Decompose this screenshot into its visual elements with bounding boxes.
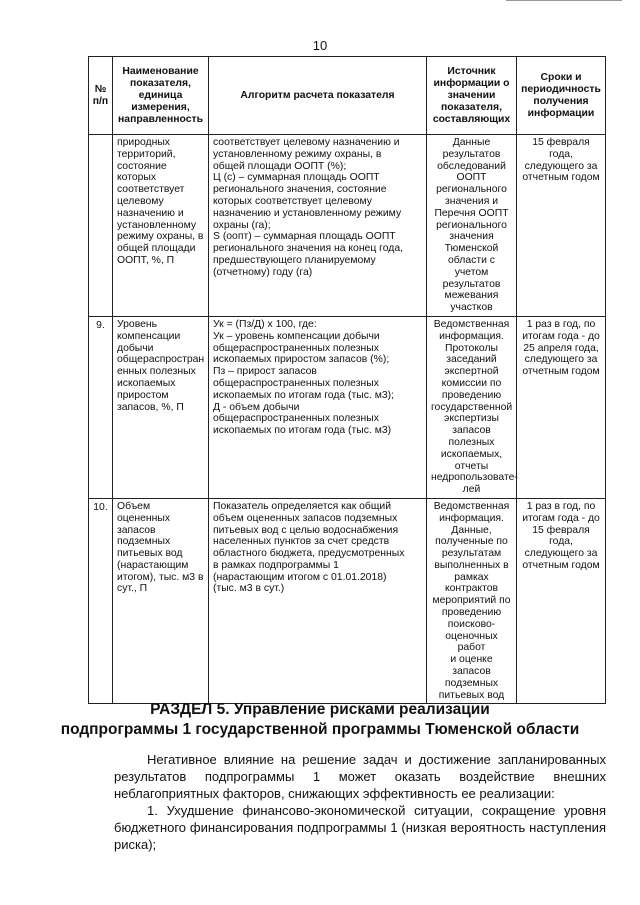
row-name: Объем оцененных запасов подземных питьевых вод (нарастающим итогом), тыс. м3 в сут., П	[113, 498, 209, 704]
header-source: Источник информации о значении показателя, составляющих	[427, 57, 517, 135]
row-algorithm: Ук = (Пз/Д) х 100, где: Ук – уровень компенсации добычи общераспространенных полезных ископаемых приростом запасов (%); Пз – прирост запасов общераспространенных полезных ископаемых по итогам года (тыс. м3); Д - объем добычи общераспространенных полезных ископаемых по итогам года (тыс. м3)	[209, 316, 427, 498]
top-rule	[506, 0, 622, 1]
row-name: Уровень компенсации добычи общераспростран енных полезных ископаемых приростом запасов, %, П	[113, 316, 209, 498]
row-algorithm: соответствует целевому назначению и установленному режиму охраны, в общей площади ООПТ (%); Ц (с) – суммарная площадь ООПТ регионального значения, состояние которых соответствует целевому назначению и установленному режиму охраны (га); S (оопт) – суммарная площадь ООПТ регионального значения на конец года, предшествующего планируемому (отчетному) году (га)	[209, 135, 427, 317]
section-title-line-2: подпрограммы 1 государственной программы Тюменской области	[60, 721, 580, 738]
row-source: Ведомственная информация. Протоколы заседаний экспертной комиссии по проведению государственной экспертизы запасов полезных ископаемых, отчеты недропользовате- лей	[427, 316, 517, 498]
header-num: № п/п	[89, 57, 113, 135]
row-terms: 1 раз в год, по итогам года - до 25 апреля года, следующего за отчетным годом	[517, 316, 606, 498]
header-terms: Сроки и периодичность получения информации	[517, 57, 606, 135]
row-terms: 15 февраля года, следующего за отчетным годом	[517, 135, 606, 317]
page-number: 10	[312, 38, 328, 53]
row-algorithm: Показатель определяется как общий объем оцененных запасов подземных питьевых вод с целью водоснабжения населенных пунктов за счет средств областного бюджета, предусмотренных в рамках подпрограммы 1 (нарастающим итогом с 01.01.2018) (тыс. м3 в сут.)	[209, 498, 427, 704]
header-name: Наименование показателя, единица измерения, направленность	[113, 57, 209, 135]
row-source: Ведомственная информация. Данные, полученные по результатам выполненных в рамках контрактов мероприятий по проведению поисково- оценочных работ и оценке запасов подземных питьевых вод	[427, 498, 517, 704]
indicators-table	[88, 56, 606, 704]
table-row	[89, 135, 606, 317]
row-name: природных территорий, состояние которых соответствует целевому назначению и установленному режиму охраны, в общей площади ООПТ, %, П	[113, 135, 209, 317]
table-header-row	[89, 57, 606, 135]
row-num	[89, 135, 113, 317]
row-source: Данные результатов обследований ООПТ регионального значения и Перечня ООПТ регионального значения Тюменской области с учетом результатов межевания участков	[427, 135, 517, 317]
body-text	[114, 751, 606, 853]
section-title-line-1: РАЗДЕЛ 5. Управление рисками реализации	[150, 701, 490, 718]
row-terms: 1 раз в год, по итогам года - до 15 февраля года, следующего за отчетным годом	[517, 498, 606, 704]
row-num: 9.	[89, 316, 113, 498]
paragraph: 1. Ухудшение финансово-экономической ситуации, сокращение уровня бюджетного финансирования подпрограммы 1 (низкая вероятность наступления риска);	[114, 803, 606, 852]
section-title	[0, 700, 640, 740]
table-row	[89, 316, 606, 498]
table-row	[89, 498, 606, 704]
row-num: 10.	[89, 498, 113, 704]
header-algorithm: Алгоритм расчета показателя	[209, 57, 427, 135]
paragraph: Негативное влияние на решение задач и достижение запланированных результатов подпрограммы 1 может оказать воздействие внешних неблагоприятных факторов, снижающих эффективность ее реализации:	[114, 752, 606, 801]
